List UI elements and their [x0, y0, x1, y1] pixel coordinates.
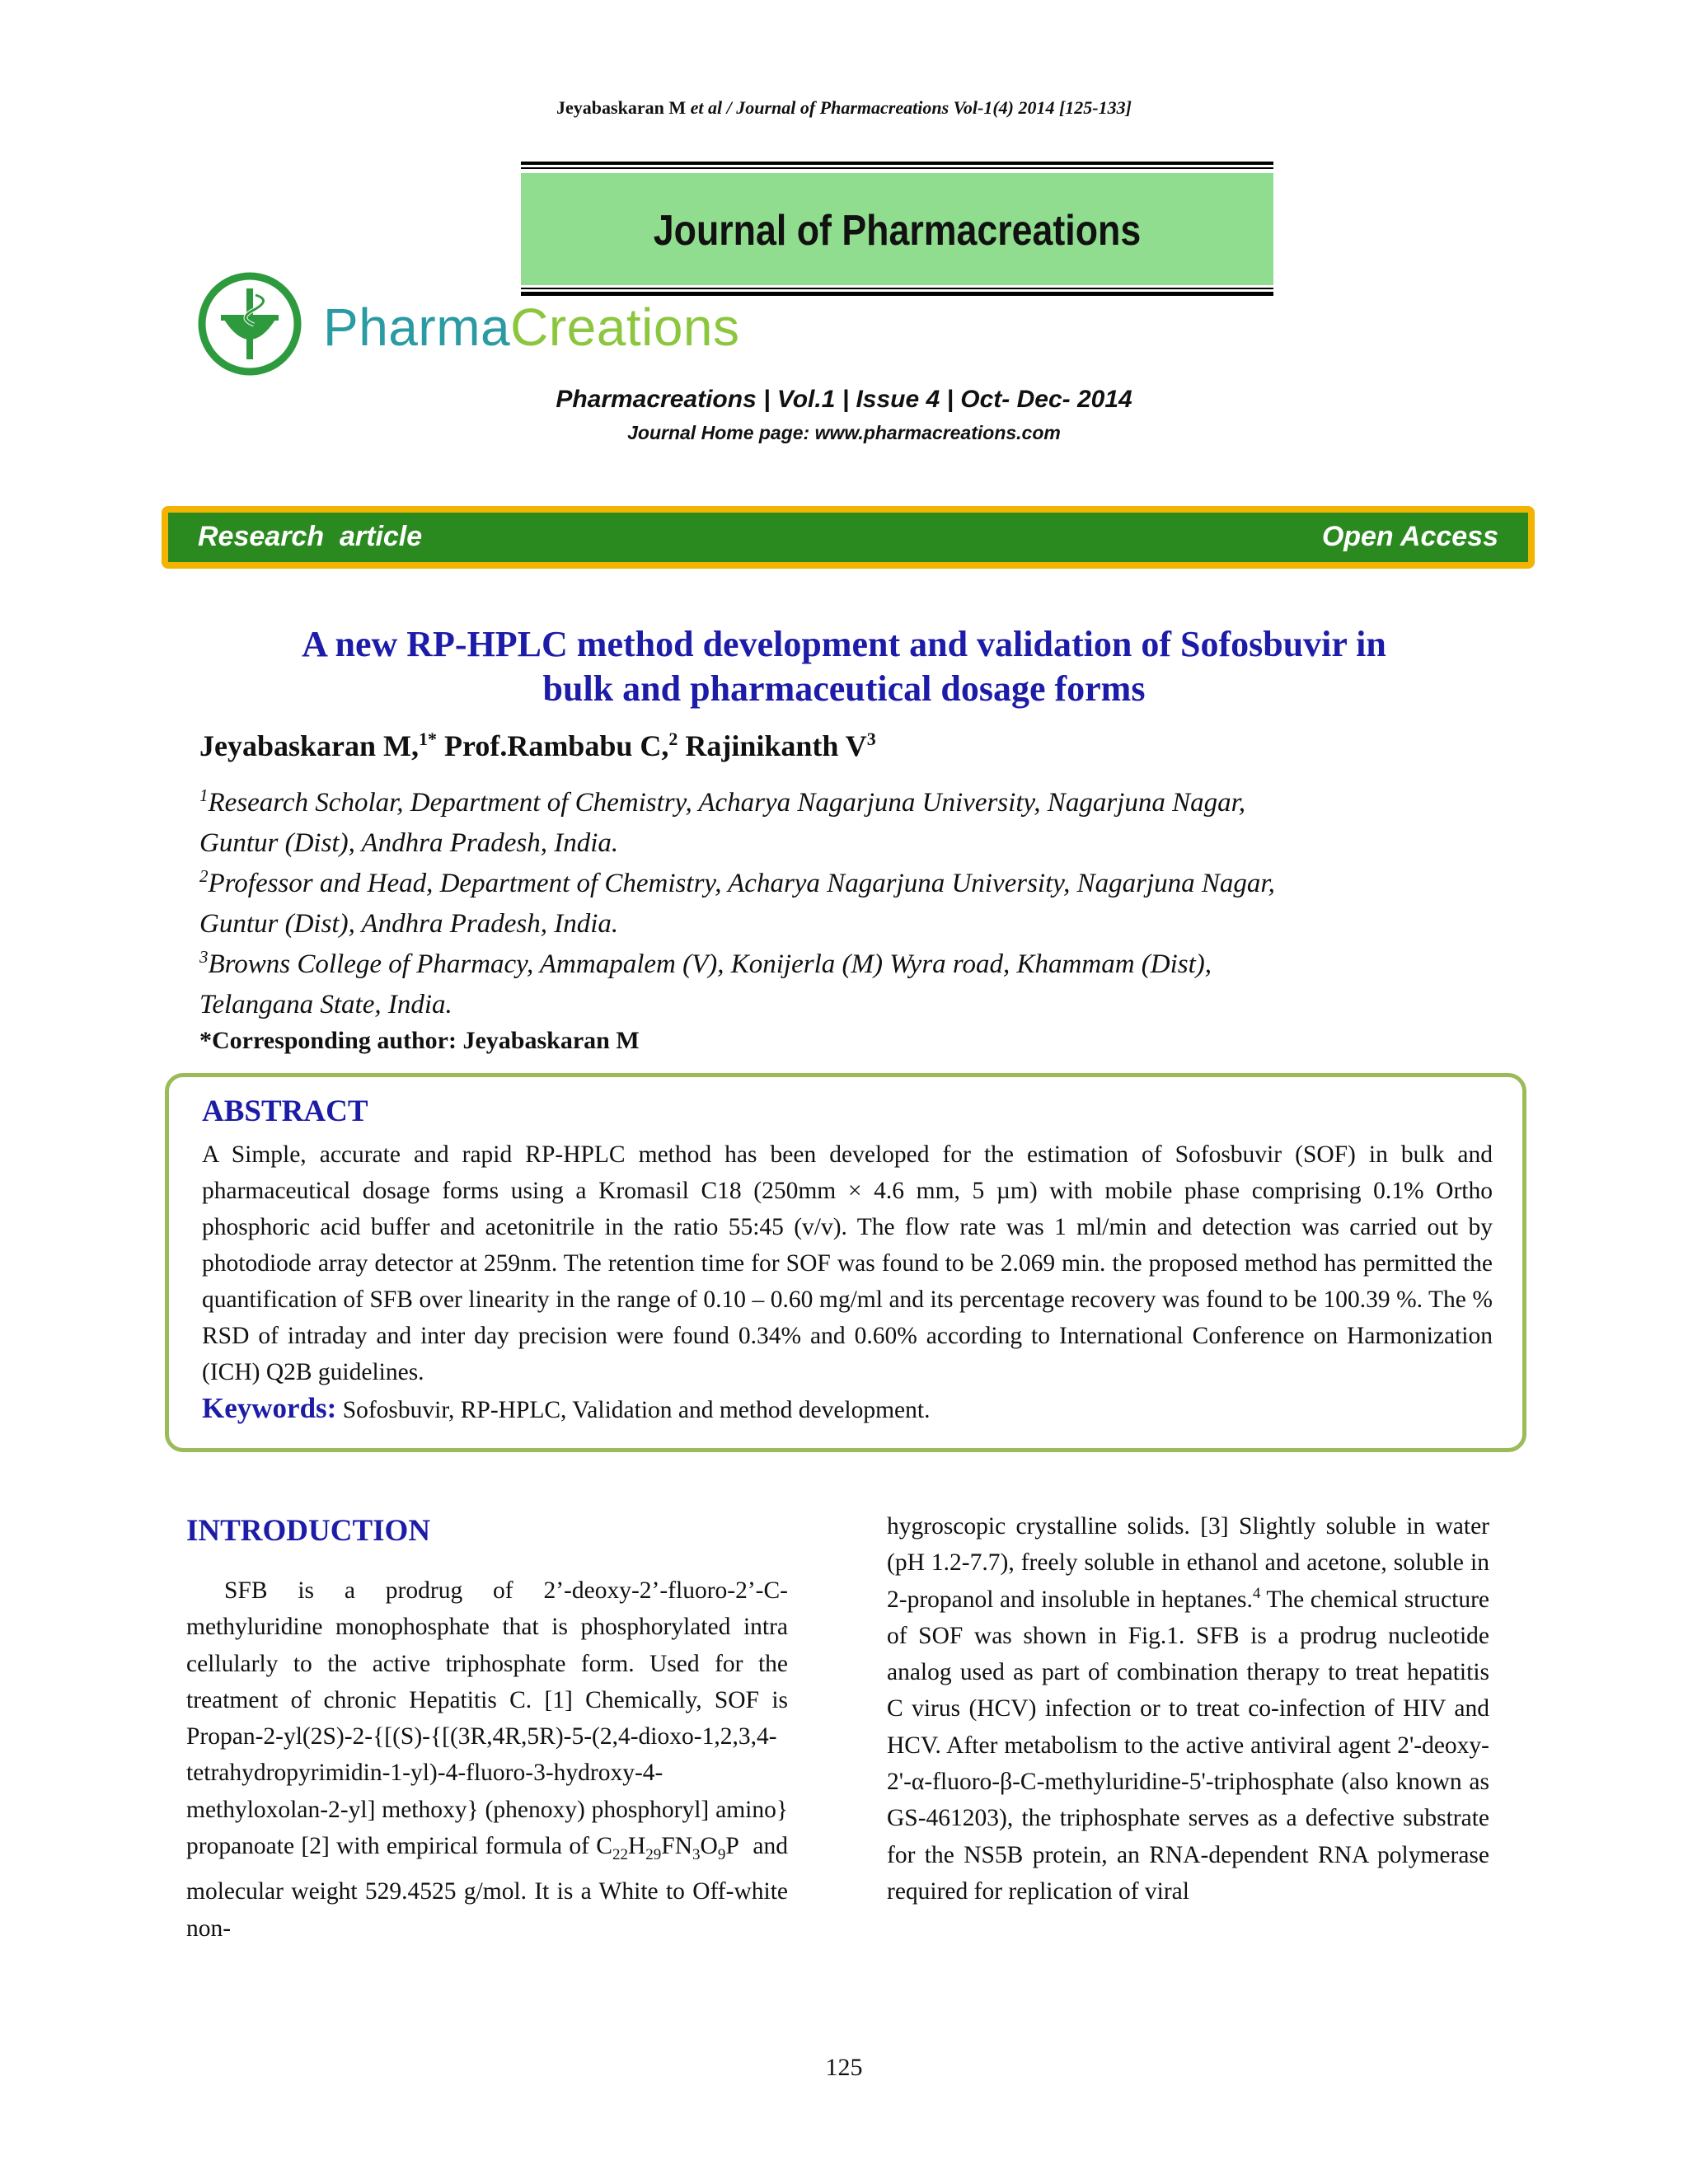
- running-head-author: Jeyabaskaran M: [556, 97, 687, 118]
- title-line-2: bulk and pharmaceutical dosage forms: [542, 668, 1146, 709]
- introduction-heading: INTRODUCTION: [186, 1514, 431, 1548]
- brand-part-creations: Creations: [510, 298, 740, 357]
- title-line-1: A new RP-HPLC method development and validation of Sofosbuvir in: [302, 624, 1386, 664]
- intro-right-column: [887, 1508, 1489, 1910]
- article-type-label: Research article: [198, 521, 423, 552]
- intro-paragraph-continued: The chemical structure of SOF was shown in Fig.1. SFB is a prodrug nucleotide analog used as part of combination therapy to treat hepatitis C virus (HCV) infection or to treat co-infection of HIV and HCV. After metabolism to the active antiviral agent 2'-deoxy-2'-α-fluoro-β-C-methyluridine-5'-triphosphate (also known as GS-461203), the triphosphate serves as a defective substrate for the NS5B protein, an RNA-dependent RNA polymerase required for replication of viral: [887, 1586, 1489, 1905]
- author-name: Jeyabaskaran M,: [199, 729, 420, 762]
- caduceus-bowl-icon: [196, 270, 303, 377]
- author-affiliation-mark: 2: [668, 729, 678, 749]
- journal-banner-title: Journal of Pharmacreations: [653, 207, 1142, 255]
- open-access-label: Open Access: [1321, 521, 1498, 552]
- corresponding-author: *Corresponding author: Jeyabaskaran M: [199, 1027, 640, 1054]
- journal-banner: [521, 162, 1273, 297]
- keywords: [202, 1392, 930, 1425]
- brand-wordmark: [323, 297, 740, 358]
- issue-line: Pharmacreations | Vol.1 | Issue 4 | Oct- Dec- 2014: [556, 386, 1132, 413]
- author-affiliation-mark: 3: [866, 729, 876, 749]
- affiliation: $^1$Research Scholar, Department of Chemistry, Acharya Nagarjuna University, Nagarjuna Nagar, Guntur (Dist), Andhra Pradesh, India. $^2$Professor and Head, Department of Chemistry, Acharya Nagarjuna University, Nagarjuna Nagar, Guntur (Dist), Andhra Pradesh, India. $^3$Browns College of Pharmacy, Ammapalem (V), Konijerla (M) Wyra road, Khammam (Dist), Telangana State, India.: [199, 785, 1275, 1019]
- keywords-text: Sofosbuvir, RP-HPLC, Validation and method development.: [342, 1397, 931, 1423]
- keywords-label: Keywords:: [202, 1392, 337, 1424]
- intro-paragraph-continued: and molecular weight 529.4525 g/mol. It is a White to Off-white non-: [186, 1833, 789, 1942]
- article-type-bar: [162, 506, 1535, 569]
- intro-left-column: [186, 1572, 788, 1947]
- author-name: Rajinikanth V: [685, 729, 867, 762]
- abstract-heading: ABSTRACT: [202, 1094, 368, 1128]
- brand-part-pharma: Pharma: [323, 298, 511, 357]
- page-number: 125: [825, 2054, 863, 2081]
- author-name: Prof.Rambabu C,: [444, 729, 669, 762]
- author-list: [199, 729, 876, 763]
- author-affiliation-mark: 1*: [419, 729, 438, 749]
- running-head: [0, 97, 1688, 119]
- running-head-citation: et al / Journal of Pharmacreations Vol-1(4) 2014 [125-133]: [690, 97, 1132, 118]
- citation-mark: 4: [1252, 1584, 1261, 1602]
- article-title: [198, 622, 1490, 711]
- empirical-formula: $C_{22}H_{29}FN_3O_9P$: [596, 1833, 739, 1863]
- intro-paragraph: SFB is a prodrug of 2’-deoxy-2’-fluoro-2’-C-methyluridine monophosphate that is phosphorylated intra cellularly to the active triphosphate form. Used for the treatment of chronic Hepatitis C. [1] Chemically, SOF is Propan-2-yl(2S)-2-{[(S)-{[(3R,4R,5R)-5-(2,4-dioxo-1,2,3,4-tetrahydropyrimidin-1-yl)-4-fluoro-3-hydroxy-4-methyloxolan-2-yl] methoxy} (phenoxy) phosphoryl] amino} propanoate [2] with empirical formula of: [186, 1577, 788, 1860]
- journal-homepage: Journal Home page: www.pharmacreations.com: [627, 422, 1061, 443]
- intro-paragraph: hygroscopic crystalline solids. [3] Slightly soluble in water (pH 1.2-7.7), freely soluble in ethanol and acetone, soluble in 2-propanol and insoluble in heptanes.: [887, 1513, 1489, 1613]
- abstract-text: A Simple, accurate and rapid RP-HPLC method has been developed for the estimation of Sofosbuvir (SOF) in bulk and pharmaceutical dosage forms using a Kromasil C18 (250mm × 4.6 mm, 5 µm) with mobile phase comprising 0.1% Ortho phosphoric acid buffer and acetonitrile in the ratio 55:45 (v/v). The flow rate was 1 ml/min and detection was carried out by photodiode array detector at 259nm. The retention time for SOF was found to be 2.069 min. the proposed method has permitted the quantification of SFB over linearity in the range of 0.10 – 0.60 mg/ml and its percentage recovery was found to be 100.39 %. The % RSD of intraday and inter day precision were found 0.34% and 0.60% according to International Conference on Harmonization (ICH) Q2B guidelines.: [202, 1141, 1493, 1385]
- abstract-box: [165, 1073, 1526, 1452]
